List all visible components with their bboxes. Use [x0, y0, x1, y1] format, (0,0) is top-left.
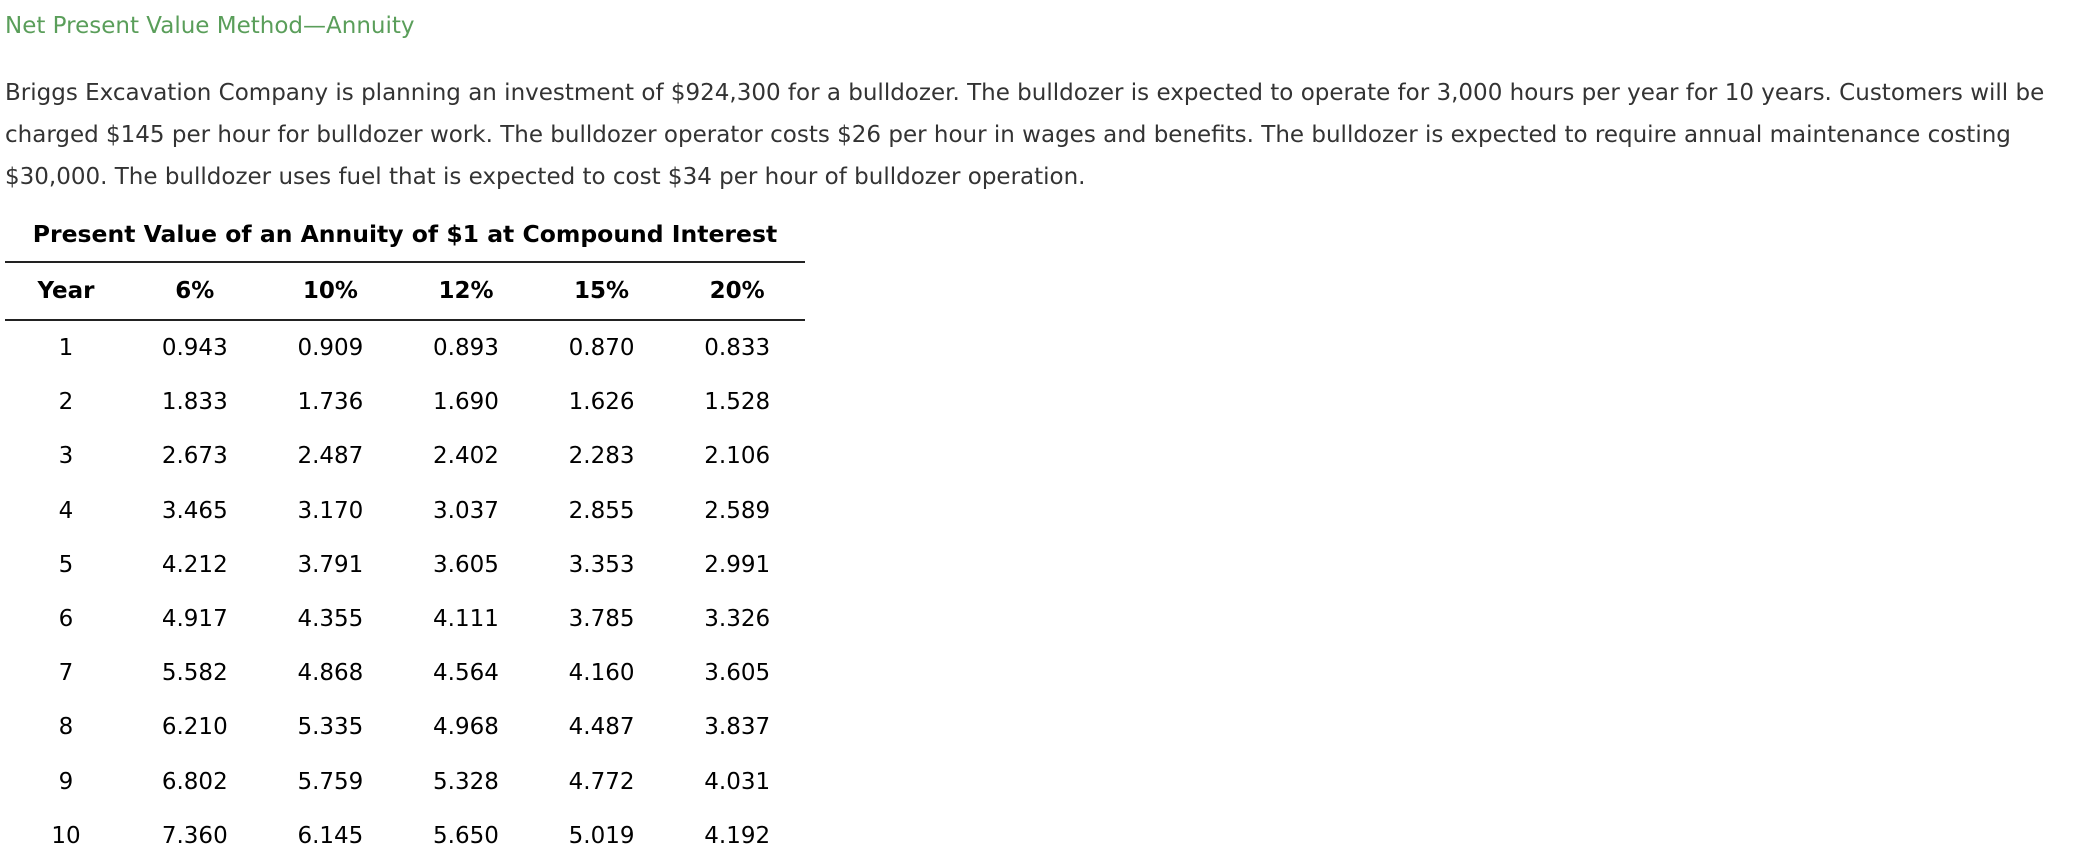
table-cell-value: 2.402 — [433, 443, 499, 470]
table-cell-value: 1.833 — [161, 389, 228, 416]
table-cell-value: 0.909 — [297, 335, 364, 362]
header-year: Year — [5, 262, 127, 320]
table-cell-value: 1.626 — [568, 389, 635, 416]
table-cell-year: 5 — [58, 551, 74, 578]
table-cell-value: 3.353 — [568, 551, 635, 578]
table-cell-value: 0.943 — [161, 335, 228, 362]
table-row — [5, 592, 805, 646]
table-cell-value: 4.031 — [704, 768, 771, 795]
table-cell-value: 2.589 — [704, 497, 771, 524]
table-row — [5, 538, 805, 592]
table-cell-value: 0.833 — [704, 335, 771, 362]
table-header-row — [5, 262, 805, 320]
table-cell-value: 4.868 — [297, 660, 364, 687]
problem-statement: Briggs Excavation Company is planning an investment of $924,300 for a bulldozer. The bulldozer is expected to operate for 3,000 hours per year for 10 years. Customers will be charged $145 per hour for bulldozer work. The bulldozer operator costs $26 per hour in wages and benefits. The bulldozer is expected to require annual maintenance costing $30,000. The bulldozer uses fuel that is expected to cost $34 per hour of bulldozer operation. — [5, 80, 2045, 190]
table-cell-year: 4 — [58, 497, 74, 524]
table-cell-value: 4.917 — [161, 606, 228, 633]
table-cell-value: 3.605 — [704, 660, 771, 687]
table-cell-value: 5.759 — [297, 768, 364, 795]
table-cell-value: 6.210 — [161, 714, 228, 741]
table-cell-value: 5.328 — [433, 768, 499, 795]
annuity-table — [5, 261, 805, 863]
table-cell-value: 2.855 — [568, 497, 635, 524]
table-cell-value: 1.528 — [704, 389, 771, 416]
table-cell-value: 4.772 — [568, 768, 635, 795]
header-rate-10: 10% — [263, 262, 399, 320]
table-cell-value: 5.650 — [433, 822, 499, 849]
table-cell-value: 4.160 — [568, 660, 635, 687]
table-row — [5, 755, 805, 809]
table-cell-year: 6 — [58, 606, 74, 633]
table-row — [5, 429, 805, 483]
table-cell-year: 3 — [58, 443, 74, 470]
table-row — [5, 375, 805, 429]
annuity-table-container — [5, 213, 805, 863]
table-cell-value: 2.106 — [704, 443, 771, 470]
table-cell-year: 7 — [58, 660, 74, 687]
table-cell-value: 5.582 — [161, 660, 228, 687]
table-cell-value: 4.212 — [161, 551, 228, 578]
header-rate-6: 6% — [127, 262, 263, 320]
table-cell-value: 5.335 — [297, 714, 364, 741]
table-cell-value: 3.465 — [161, 497, 228, 524]
table-cell-value: 2.991 — [704, 551, 771, 578]
table-cell-value: 4.564 — [433, 660, 499, 687]
table-row — [5, 320, 805, 375]
table-cell-value: 4.487 — [568, 714, 635, 741]
table-cell-value: 3.785 — [568, 606, 635, 633]
header-rate-12: 12% — [398, 262, 534, 320]
table-cell-year: 10 — [51, 822, 81, 849]
table-cell-year: 8 — [58, 714, 74, 741]
table-cell-value: 2.283 — [568, 443, 635, 470]
table-cell-year: 9 — [58, 768, 74, 795]
table-cell-value: 1.690 — [433, 389, 499, 416]
table-cell-value: 7.360 — [161, 822, 228, 849]
table-caption: Present Value of an Annuity of $1 at Compound Interest — [32, 220, 778, 248]
table-cell-value: 3.605 — [433, 551, 499, 578]
table-cell-value: 0.870 — [568, 335, 635, 362]
table-cell-value: 3.326 — [704, 606, 771, 633]
header-rate-20: 20% — [669, 262, 805, 320]
table-cell-value: 0.893 — [433, 335, 499, 362]
table-cell-value: 5.019 — [568, 822, 635, 849]
table-cell-value: 6.145 — [297, 822, 364, 849]
table-cell-value: 2.487 — [297, 443, 364, 470]
table-cell-value: 6.802 — [161, 768, 228, 795]
table-cell-value: 4.111 — [433, 606, 499, 633]
table-cell-value: 4.355 — [297, 606, 364, 633]
table-cell-value: 3.791 — [297, 551, 364, 578]
table-cell-value: 3.037 — [433, 497, 499, 524]
table-cell-value: 4.968 — [433, 714, 499, 741]
table-row — [5, 646, 805, 700]
page-title: Net Present Value Method—Annuity — [5, 13, 415, 39]
table-cell-value: 3.170 — [297, 497, 364, 524]
table-cell-year: 1 — [58, 335, 74, 362]
table-cell-value: 1.736 — [297, 389, 364, 416]
table-body — [5, 320, 805, 863]
table-row — [5, 809, 805, 863]
table-cell-year: 2 — [58, 389, 74, 416]
header-rate-15: 15% — [534, 262, 670, 320]
table-row — [5, 700, 805, 754]
table-cell-value: 3.837 — [704, 714, 771, 741]
table-cell-value: 2.673 — [161, 443, 228, 470]
table-cell-value: 4.192 — [704, 822, 771, 849]
table-row — [5, 484, 805, 538]
